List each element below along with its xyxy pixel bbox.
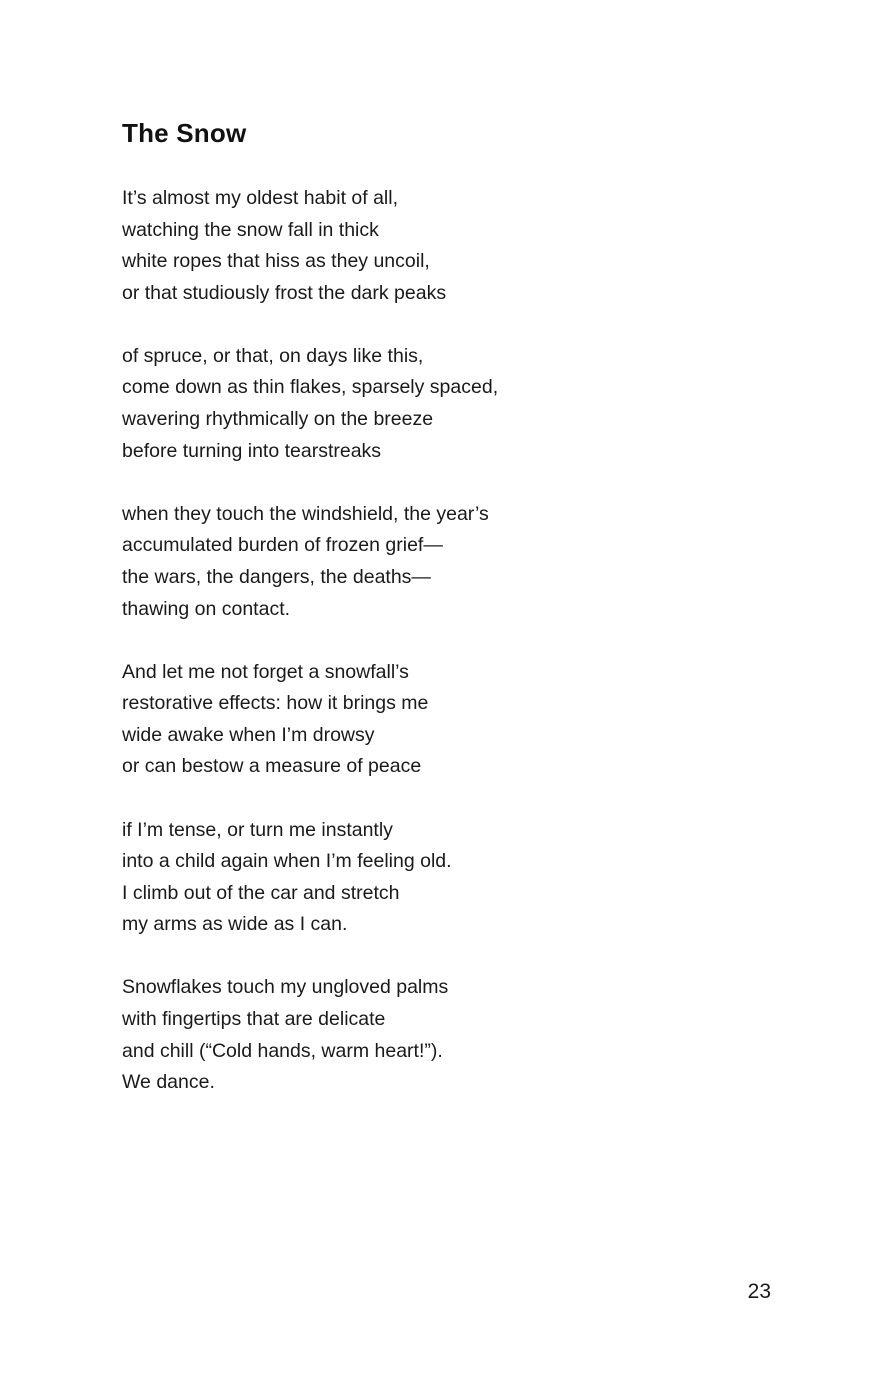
poem-line: and chill (“Cold hands, warm heart!”).	[122, 1039, 443, 1062]
poem-line: accumulated burden of frozen grief—	[122, 534, 443, 557]
poem-line: come down as thin flakes, sparsely spaced,	[122, 376, 499, 399]
poem-line: restorative effects: how it brings me	[122, 692, 429, 715]
poem-line: before turning into tearstreaks	[122, 439, 382, 462]
poem-line: my arms as wide as I can.	[122, 913, 348, 936]
poem-line: into a child again when I’m feeling old.	[122, 850, 452, 873]
poem-line: or can bestow a measure of peace	[122, 755, 422, 778]
stanza-1	[122, 183, 762, 309]
poem-body	[122, 183, 762, 1130]
stanza-5	[122, 815, 762, 941]
poem-line: We dance.	[122, 1071, 215, 1094]
poem-line: the wars, the dangers, the deaths—	[122, 565, 431, 588]
poem-line: thawing on contact.	[122, 597, 291, 620]
poem-line: when they touch the windshield, the year’s	[122, 502, 489, 525]
poem-line: Snowflakes touch my ungloved palms	[122, 976, 449, 999]
poem-line: wavering rhythmically on the breeze	[122, 408, 434, 431]
stanza-4	[122, 657, 762, 783]
poem-line: I climb out of the car and stretch	[122, 881, 400, 904]
poem-line: wide awake when I’m drowsy	[122, 723, 375, 746]
poem-line: It’s almost my oldest habit of all,	[122, 187, 399, 209]
stanza-6	[122, 972, 762, 1098]
poem-line: with fingertips that are delicate	[122, 1007, 386, 1030]
poem-line: And let me not forget a snowfall’s	[122, 660, 409, 683]
poem-line: if I’m tense, or turn me instantly	[122, 818, 393, 841]
page-number: 23	[747, 1280, 771, 1303]
stanza-2	[122, 341, 762, 467]
stanza-3	[122, 499, 762, 625]
poem-line: or that studiously frost the dark peaks	[122, 281, 447, 304]
poem-line: white ropes that hiss as they uncoil,	[122, 250, 430, 273]
poem-line: watching the snow fall in thick	[122, 218, 379, 241]
poem-line: of spruce, or that, on days like this,	[122, 344, 424, 367]
poem-title: The Snow	[122, 118, 247, 148]
